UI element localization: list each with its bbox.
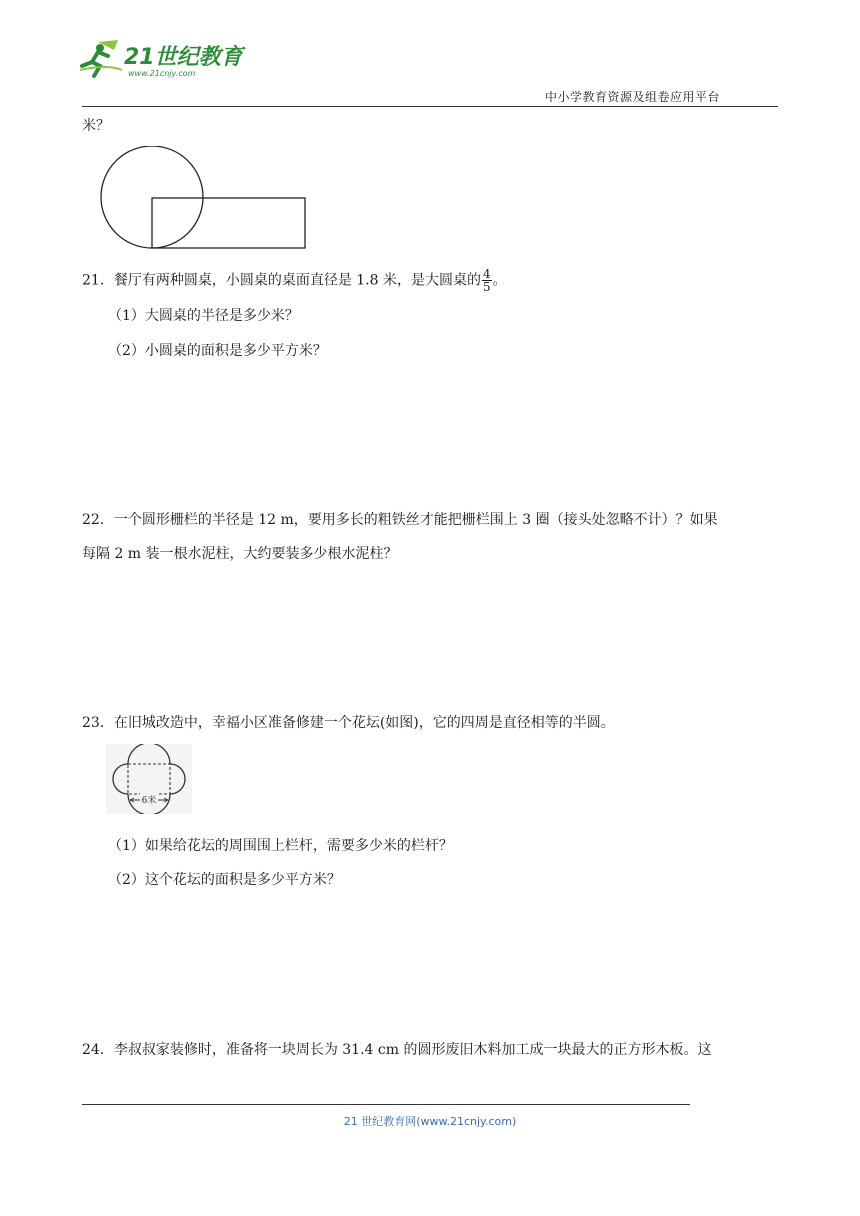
q24-text: 24．李叔叔家装修时，准备将一块周长为 31.4 cm 的圆形废旧木料加工成一块最大的正方形木板。这 <box>82 1042 712 1058</box>
q21-end: 。 <box>492 272 507 289</box>
q21-sub2: （2）小圆桌的面积是多少平方米？ <box>108 343 327 359</box>
circle-rectangle-figure <box>98 146 310 252</box>
q20-tail: 米？ <box>82 118 110 134</box>
q21-text <box>82 268 782 293</box>
footer-link[interactable]: 21 世纪教育网(www.21cnjy.com) <box>343 1115 517 1128</box>
q23-figure <box>106 744 192 818</box>
q20-figure <box>98 146 310 256</box>
fraction-numerator: 4 <box>483 267 491 281</box>
site-logo <box>78 36 248 82</box>
fraction-denominator: 5 <box>483 280 491 294</box>
q21-fraction <box>482 268 492 293</box>
logo-url-text: www.21cnjy.com <box>128 69 196 78</box>
dimension-label: 6米 <box>141 796 157 806</box>
header-divider <box>82 106 778 107</box>
flower-bed-figure <box>106 744 192 814</box>
footer-divider <box>82 1104 690 1105</box>
logo-main-text: 21世纪教育 <box>124 45 243 70</box>
q21-number: 21． <box>82 272 114 289</box>
platform-title: 中小学教育资源及组卷应用平台 <box>544 90 720 104</box>
q23-sub2: （2）这个花坛的面积是多少平方米？ <box>108 872 341 888</box>
q21-body: 餐厅有两种圆桌，小圆桌的桌面直径是 1.8 米，是大圆桌的 <box>113 272 481 289</box>
q21-sub1: （1）大圆桌的半径是多少米？ <box>108 308 299 324</box>
q22-line2: 每隔 2 m 装一根水泥柱，大约要装多少根水泥柱？ <box>82 546 398 562</box>
q23-sub1: （1）如果给花坛的周围围上栏杆，需要多少米的栏杆？ <box>108 838 453 854</box>
q23-text: 23．在旧城改造中，幸福小区准备修建一个花坛(如图)，它的四周是直径相等的半圆。 <box>82 715 615 731</box>
q22-line1: 22．一个圆形栅栏的半径是 12 m，要用多长的粗铁丝才能把栅栏围上 3 圈（接头处忽略不计）？如果 <box>82 512 718 528</box>
runner-logo-icon <box>78 36 248 82</box>
